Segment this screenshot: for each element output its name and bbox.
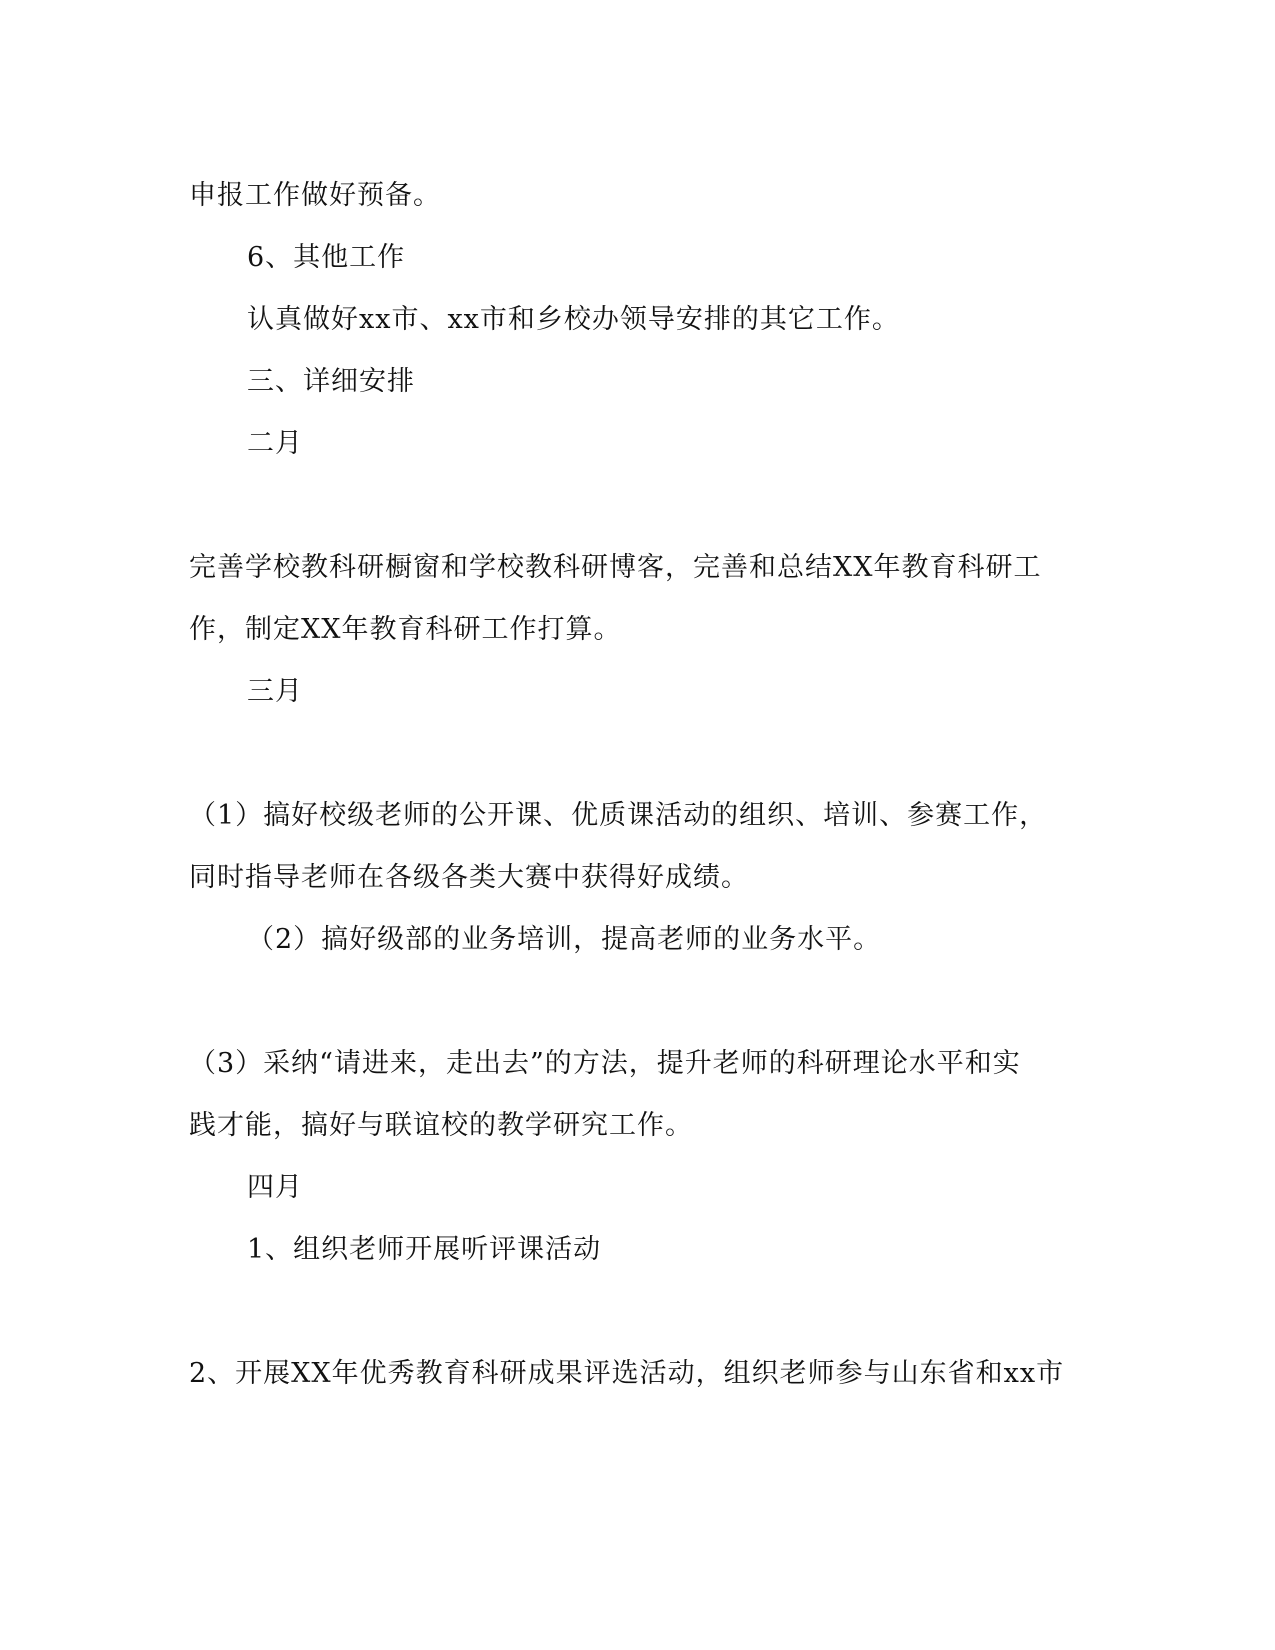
- paragraph-line: 践才能，搞好与联谊校的教学研究工作。: [189, 1110, 693, 1141]
- list-item: 1、组织老师开展听评课活动: [247, 1234, 602, 1265]
- paragraph-line: 认真做好xx市、xx市和乡校办领导安排的其它工作。: [247, 304, 900, 335]
- paragraph-line: 完善学校教科研橱窗和学校教科研博客，完善和总结XX年教育科研工: [189, 552, 1042, 583]
- month-heading: 四月: [247, 1172, 303, 1203]
- paragraph-line: （3）采纳“请进来，走出去”的方法，提升老师的科研理论水平和实: [189, 1048, 1021, 1079]
- month-heading: 二月: [247, 428, 303, 459]
- month-heading: 三月: [247, 676, 303, 707]
- paragraph-line: 作，制定XX年教育科研工作打算。: [189, 614, 622, 645]
- list-item: 2、开展XX年优秀教育科研成果评选活动，组织老师参与山东省和xx市: [189, 1358, 1065, 1389]
- paragraph-line: （2）搞好级部的业务培训，提高老师的业务水平。: [247, 924, 882, 955]
- section-heading: 三、详细安排: [247, 366, 415, 397]
- paragraph-line: 申报工作做好预备。: [189, 180, 441, 211]
- paragraph-line: 同时指导老师在各级各类大赛中获得好成绩。: [189, 862, 749, 893]
- paragraph-line: （1）搞好校级老师的公开课、优质课活动的组织、培训、参赛工作，: [189, 800, 1048, 831]
- section-heading: 6、其他工作: [247, 242, 406, 273]
